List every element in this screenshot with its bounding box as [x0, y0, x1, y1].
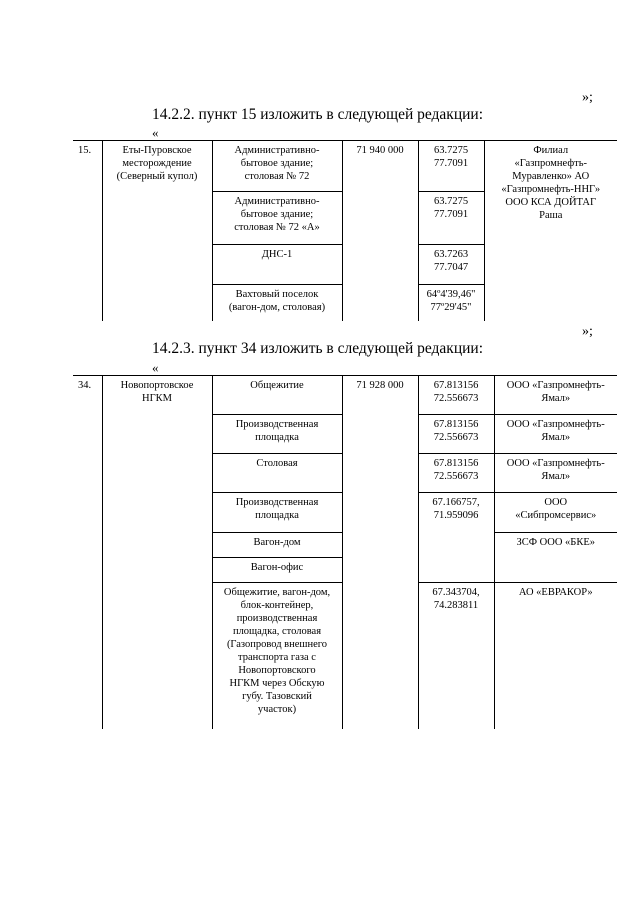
table-item-15: [73, 140, 617, 321]
object-name: Вагон-дом: [212, 533, 342, 558]
object-name: Столовая: [212, 454, 342, 493]
coordinates: 67.166757, 71.959096: [418, 493, 494, 583]
owner-name: ЗСФ ООО «БКЕ»: [494, 533, 617, 583]
owner-name: ООО «Сибпромсервис»: [494, 493, 617, 533]
field-name: Еты-Пуровское месторождение (Северный купол): [102, 141, 212, 321]
coordinates: 63.7275 77.7091: [418, 141, 484, 192]
row-number: 34.: [73, 376, 102, 729]
object-name: Административно- бытовое здание; столовая № 72 «А»: [212, 192, 342, 245]
owner-name: АО «ЕВРАКОР»: [494, 583, 617, 729]
coordinates: 67.343704, 74.283811: [418, 583, 494, 729]
closing-quote: »;: [582, 324, 593, 339]
table-item-34: [73, 375, 617, 729]
owner-name: ООО «Газпромнефть- Ямал»: [494, 376, 617, 415]
field-name: Новопортовское НГКМ: [102, 376, 212, 729]
object-name: Вагон-офис: [212, 558, 342, 583]
object-name: ДНС-1: [212, 245, 342, 285]
row-number: 15.: [73, 141, 102, 321]
coordinates: 63.7275 77.7091: [418, 192, 484, 245]
section-heading: 14.2.2. пункт 15 изложить в следующей редакции:: [152, 106, 484, 123]
owner-name: Филиал «Газпромнефть- Муравленко» АО «Газпромнефть-ННГ» ООО КСА ДОЙТАГ Раша: [484, 141, 617, 321]
coordinates: 64º4'39,46" 77º29'45": [418, 285, 484, 321]
coordinates: 63.7263 77.7047: [418, 245, 484, 285]
oktmo-code: 71 940 000: [342, 141, 418, 321]
oktmo-code: 71 928 000: [342, 376, 418, 729]
section-heading: 14.2.3. пункт 34 изложить в следующей редакции:: [152, 340, 484, 357]
object-name: Общежитие, вагон-дом, блок-контейнер, производственная площадка, столовая (Газопровод внешнего транспорта газа с Новопортовского НГКМ через Обскую губу. Тазовский участок): [212, 583, 342, 729]
object-name: Производственная площадка: [212, 415, 342, 454]
closing-quote: »;: [582, 90, 593, 105]
opening-quote: «: [152, 125, 159, 140]
owner-name: ООО «Газпромнефть- Ямал»: [494, 454, 617, 493]
opening-quote: «: [152, 360, 159, 375]
object-name: Вахтовый поселок (вагон-дом, столовая): [212, 285, 342, 321]
owner-name: ООО «Газпромнефть- Ямал»: [494, 415, 617, 454]
coordinates: 67.813156 72.556673: [418, 454, 494, 493]
object-name: Общежитие: [212, 376, 342, 415]
object-name: Административно- бытовое здание; столовая № 72: [212, 141, 342, 192]
coordinates: 67.813156 72.556673: [418, 376, 494, 415]
object-name: Производственная площадка: [212, 493, 342, 533]
coordinates: 67.813156 72.556673: [418, 415, 494, 454]
